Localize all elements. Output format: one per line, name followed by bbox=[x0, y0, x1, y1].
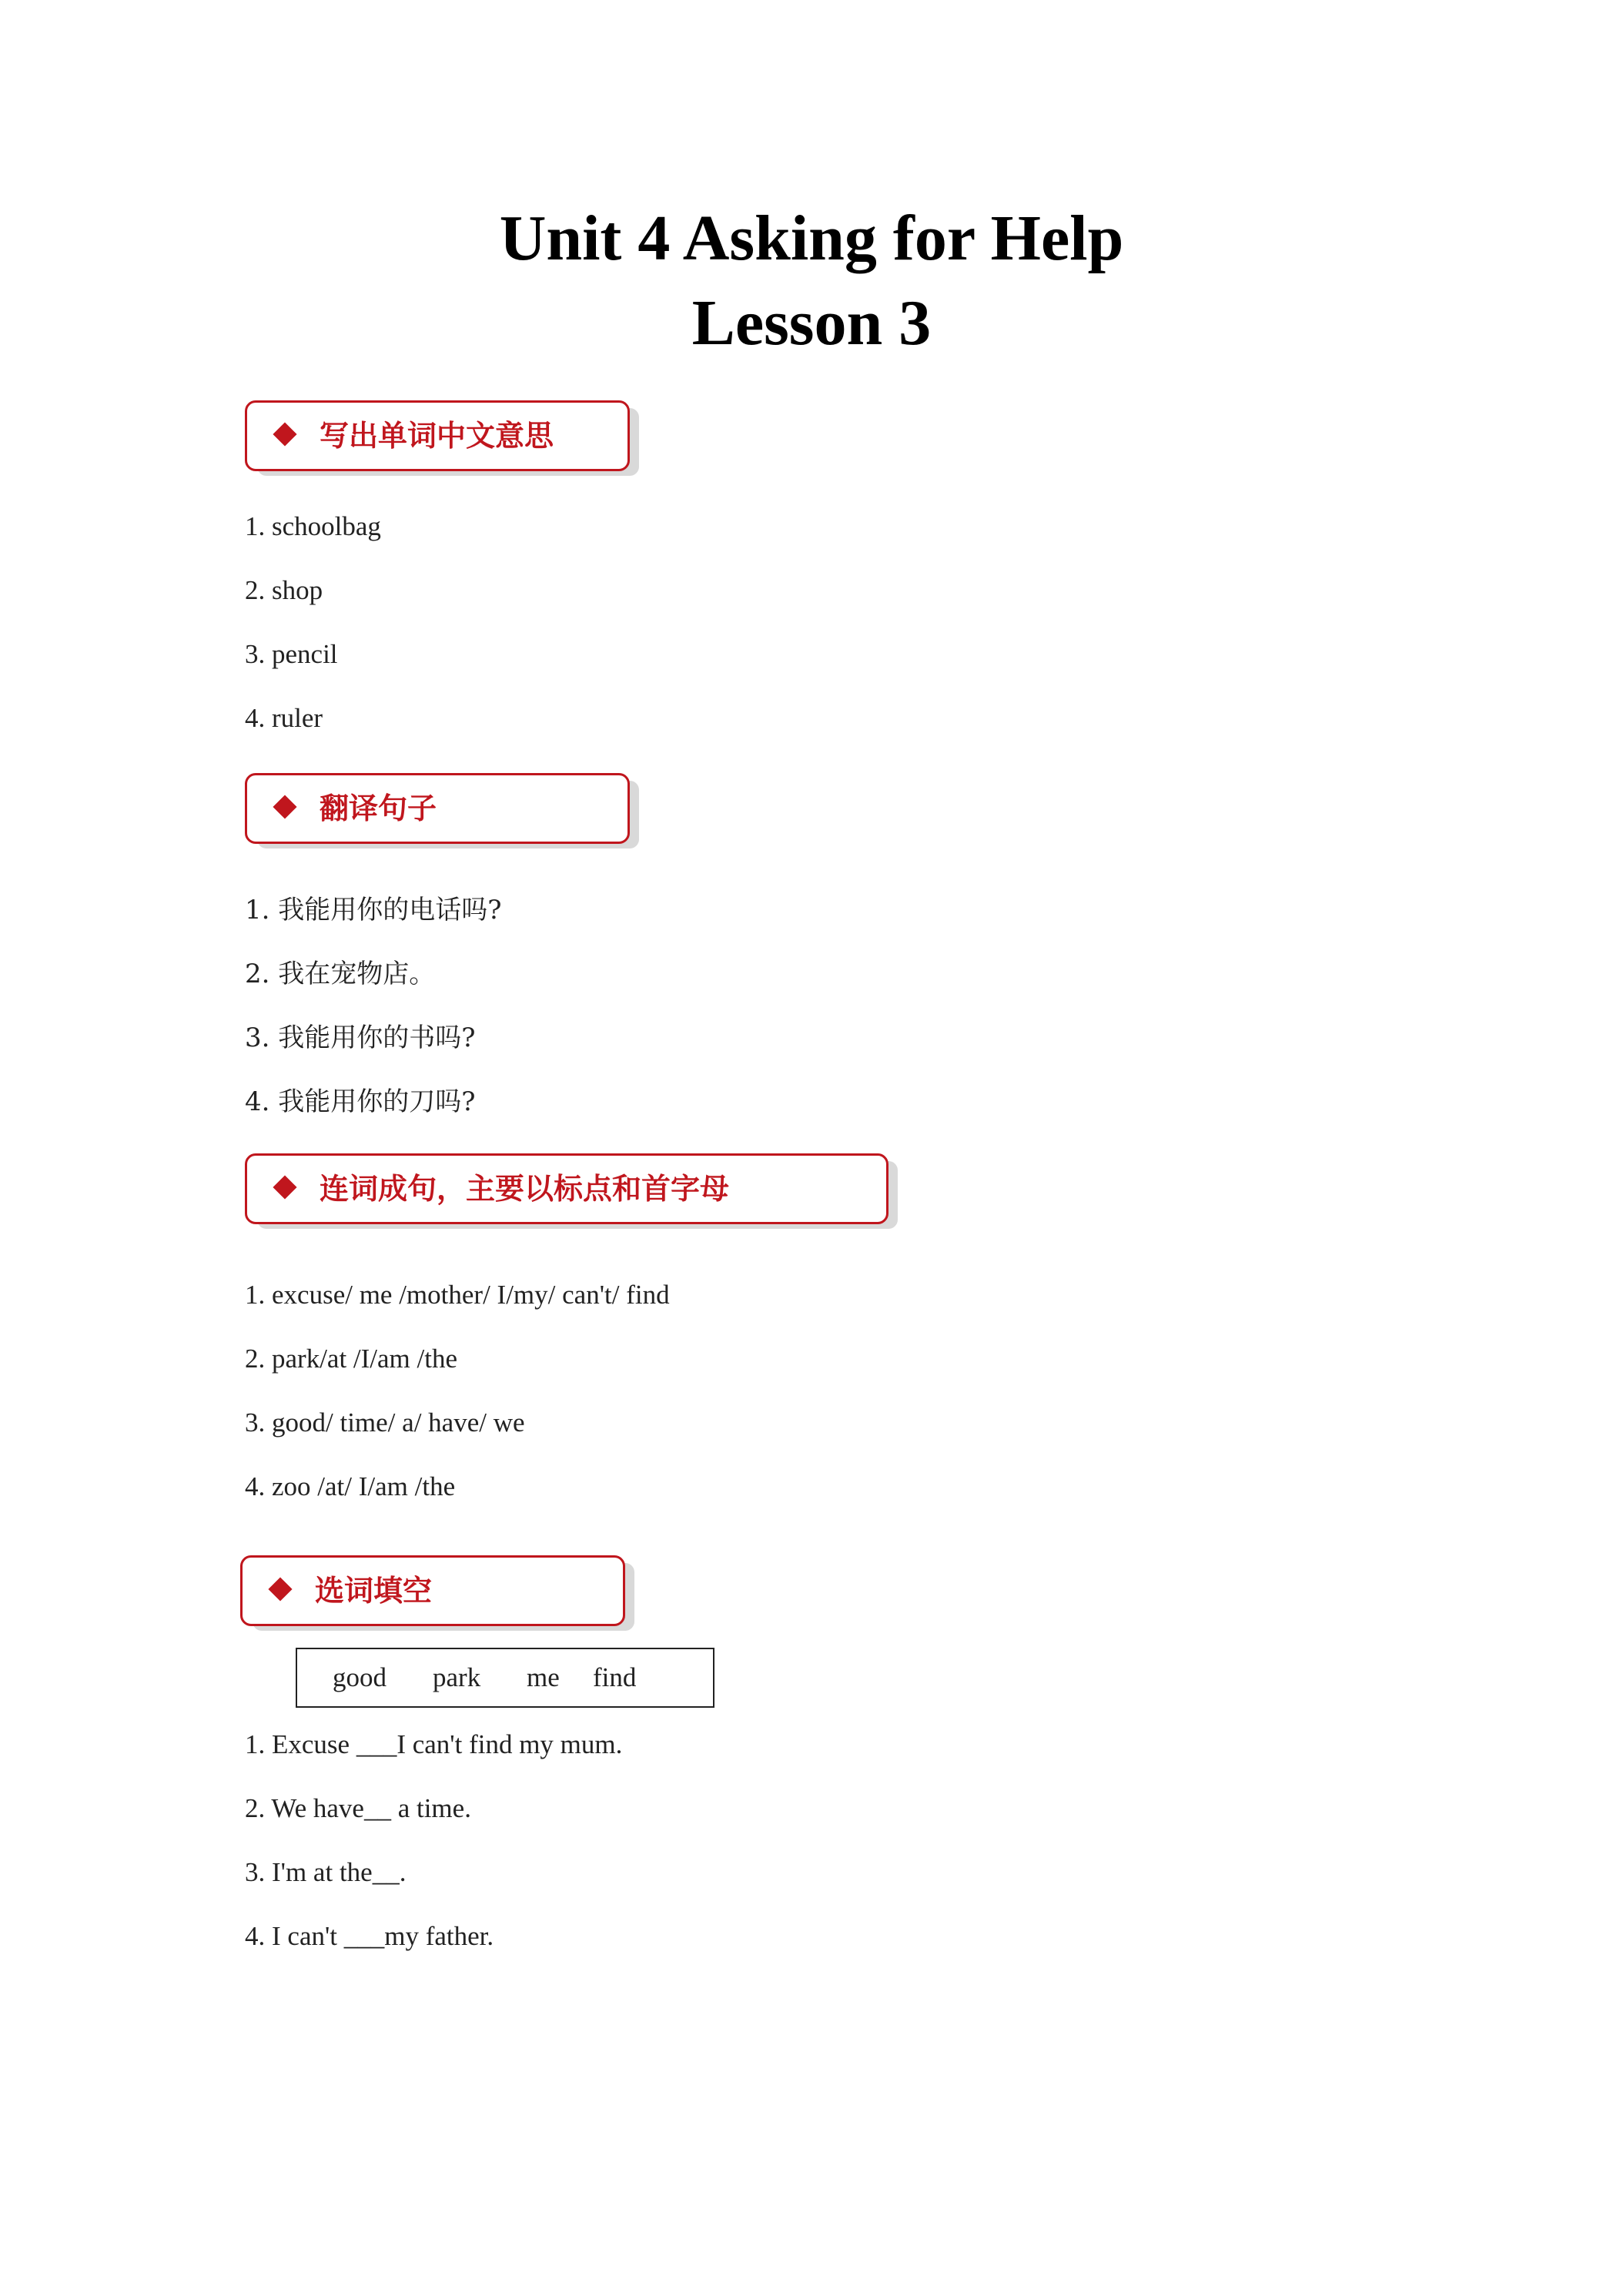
page-subtitle: Lesson 3 bbox=[691, 287, 932, 359]
list-item: 3. good/ time/ a/ have/ we bbox=[245, 1407, 525, 1438]
list-item: 1. 我能用你的电话吗? bbox=[245, 895, 502, 925]
word-bank bbox=[296, 1648, 714, 1708]
list-item: 2. We have__ a time. bbox=[245, 1793, 471, 1823]
word-bank-item: me bbox=[527, 1662, 560, 1692]
list-item: 3. I'm at the__. bbox=[245, 1857, 407, 1887]
word-bank-item: park bbox=[433, 1662, 481, 1692]
word-bank-item: good bbox=[333, 1662, 387, 1692]
list-item: 2. shop bbox=[245, 575, 323, 605]
diamond-bullet-icon bbox=[268, 1577, 292, 1601]
section-heading-box-2 bbox=[245, 773, 630, 844]
list-item: 4. zoo /at/ I/am /the bbox=[245, 1471, 456, 1501]
section-heading-box-1 bbox=[245, 400, 630, 471]
list-item: 1. Excuse ___I can't find my mum. bbox=[245, 1729, 623, 1759]
list-item: 1. excuse/ me /mother/ I/my/ can't/ find bbox=[245, 1280, 670, 1310]
section-heading: 选词填空 bbox=[315, 1574, 433, 1608]
page-title: Unit 4 Asking for Help bbox=[499, 202, 1124, 274]
list-item: 3. pencil bbox=[245, 639, 338, 669]
list-item: 4. I can't ___my father. bbox=[245, 1921, 494, 1951]
section-heading: 写出单词中文意思 bbox=[320, 419, 554, 453]
list-item: 2. park/at /I/am /the bbox=[245, 1344, 458, 1374]
list-item: 3. 我能用你的书吗? bbox=[245, 1022, 476, 1053]
word-bank-item: find bbox=[593, 1662, 637, 1692]
list-item: 1. schoolbag bbox=[245, 511, 381, 541]
section-heading-box-4 bbox=[240, 1555, 625, 1626]
list-item: 4. 我能用你的刀吗? bbox=[245, 1086, 476, 1117]
section-heading: 连词成句，主要以标点和首字母 bbox=[320, 1172, 730, 1206]
diamond-bullet-icon bbox=[273, 795, 296, 818]
section-heading-box-3 bbox=[245, 1153, 888, 1224]
list-item: 4. ruler bbox=[245, 703, 323, 733]
diamond-bullet-icon bbox=[273, 1175, 296, 1199]
diamond-bullet-icon bbox=[273, 422, 296, 446]
section-heading: 翻译句子 bbox=[320, 792, 437, 825]
list-item: 2. 我在宠物店。 bbox=[245, 959, 436, 989]
